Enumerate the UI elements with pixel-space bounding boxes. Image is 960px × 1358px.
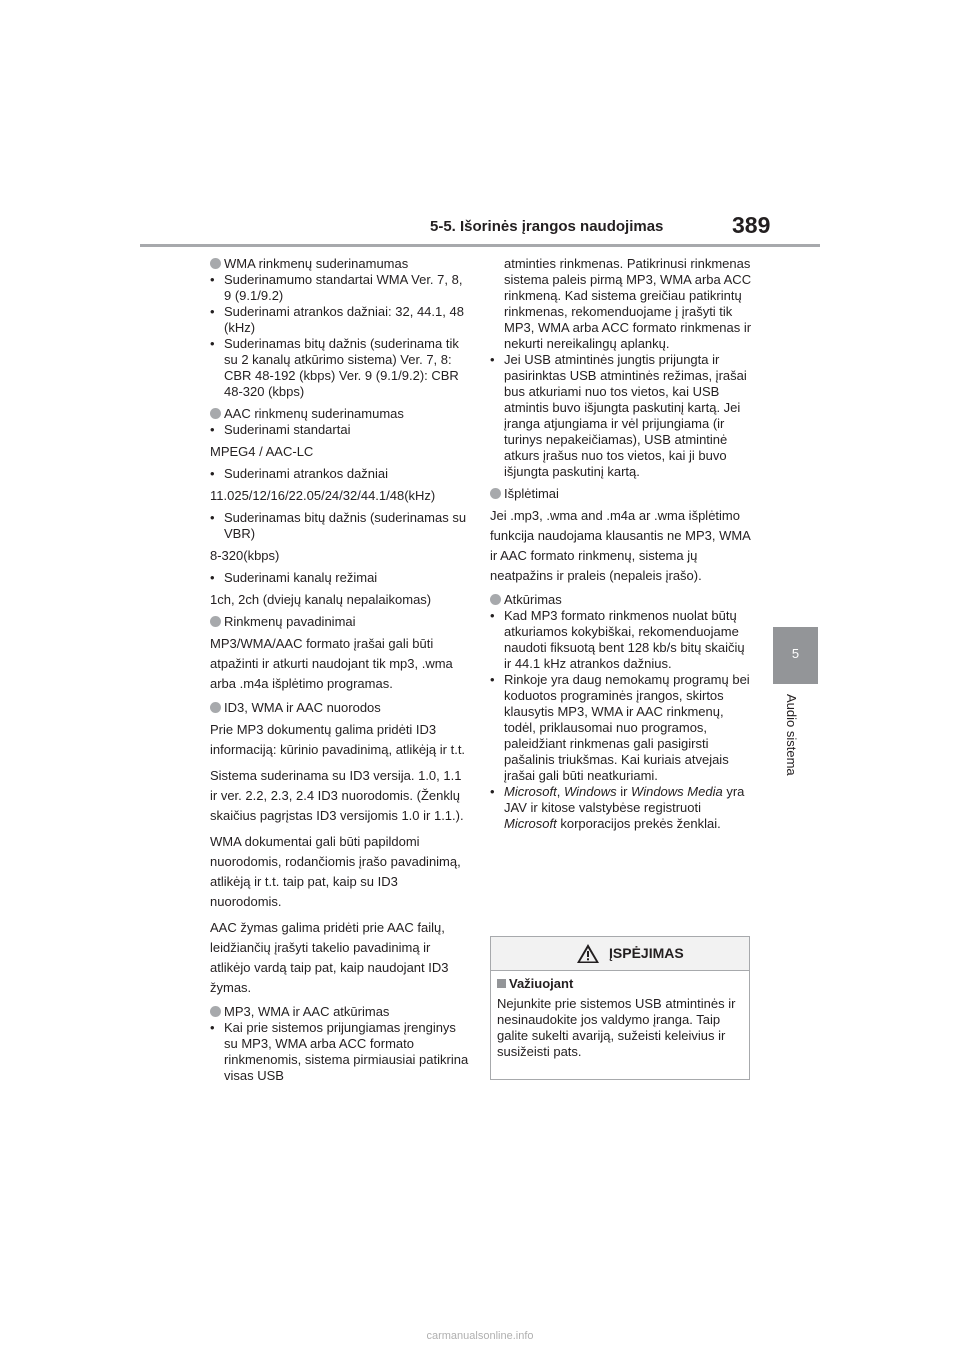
aac-value: MPEG4 / AAC-LC xyxy=(210,444,314,459)
list-item: • Kai prie sistemos prijungiamas įrenginys su MP3, WMA arba ACC formato rinkmenomis, sistema pirmiausiai patikrina visas USB xyxy=(210,1020,469,1083)
list-item: • Suderinami standartai xyxy=(210,422,351,437)
list-item: • Suderinami kanalų režimai xyxy=(210,570,378,585)
aac-title: AAC rinkmenų suderinamumas xyxy=(224,406,404,421)
dot-icon: • xyxy=(210,304,215,319)
warning-header xyxy=(491,937,749,971)
playback-title: MP3, WMA ir AAC atkūrimas xyxy=(224,1004,390,1019)
warning-box xyxy=(490,936,750,1080)
wma-title: WMA rinkmenų suderinamumas xyxy=(224,256,409,271)
left-column xyxy=(210,256,472,1084)
list-item: • Suderinamas bitų dažnis (suderinamas su VBR) xyxy=(210,510,467,541)
dot-icon: • xyxy=(490,608,495,623)
id3-title: ID3, WMA ir AAC nuorodos xyxy=(224,700,381,715)
list-item: • Jei USB atmintinės jungtis prijungta ir pasirinktas USB atmintinės režimas, įrašai bus atkuriami nuo tos vietos, kai USB atmintis buvo išjungta paskutinį kartą. Jei įranga atjungiama ir vėl prijungiama (ir turinys nepakeičiamas), USB atmintinė atkurs įrašus nuo tos vietos, kai ji buvo išjungta paskutinį kartą. xyxy=(490,352,747,479)
list-item: • Suderinamumo standartai WMA Ver. 7, 8, 9 (9.1/9.2) xyxy=(210,272,463,303)
wma-section xyxy=(210,256,472,400)
aac-value: 8-320(kbps) xyxy=(210,548,280,563)
bullet-icon xyxy=(210,258,221,269)
list-item: • Suderinami atrankos dažniai xyxy=(210,466,389,481)
names-section xyxy=(210,614,472,694)
list-item: • Suderinamas bitų dažnis (suderinama tik su 2 kanalų atkūrimo sistema) Ver. 7, 8: CBR 48-192 (kbps) Ver. 9 (9.1/9.2): CBR 48-320 (kbps) xyxy=(210,336,459,399)
bullet-icon xyxy=(210,408,221,419)
warning-subtitle: Važiuojant xyxy=(509,976,574,991)
bullet-icon xyxy=(210,702,221,713)
page-number: 389 xyxy=(732,212,771,238)
dot-icon: • xyxy=(490,352,495,367)
extensions-text: Jei .mp3, .wma and .m4a ar .wma išplėtimo funkcija naudojama klausantis ne MP3, WMA ir AAC formato rinkmenų, sistema jų neatpažins ir praleis (nepaleis įrašo). xyxy=(490,508,751,583)
names-title: Rinkmenų pavadinimai xyxy=(224,614,356,629)
warning-icon xyxy=(576,943,600,964)
dot-icon: • xyxy=(210,1020,215,1035)
warning-title: ĮSPĖJIMAS xyxy=(609,945,684,961)
playback-section xyxy=(210,1004,472,1084)
dot-icon: • xyxy=(210,336,215,351)
section-title: 5-5. Išorinės įrangos naudojimas xyxy=(430,218,664,235)
list-item: • Kad MP3 formato rinkmenos nuolat būtų atkuriamos kokybiškai, rekomenduojame naudoti fiksuotą bent 128 kb/s bitų skaičių ir 44.1 kHz atrankos dažnius. xyxy=(490,608,745,671)
names-text: MP3/WMA/AAC formato įrašai gali būti atpažinti ir atkurti naudojant tik mp3, .wma arba .m4a išplėtimo programas. xyxy=(210,636,453,691)
id3-paragraph: WMA dokumentai gali būti papildomi nuorodomis, rodančiomis įrašo pavadinimą, atlikėją ir t.t. taip pat, kaip su ID3 nuorodomis. xyxy=(210,834,461,909)
extensions-title: Išplėtimai xyxy=(504,486,559,501)
bullet-icon xyxy=(210,616,221,627)
id3-paragraph: Prie MP3 dokumentų galima pridėti ID3 informaciją: kūrinio pavadinimą, atlikėją ir t.t. xyxy=(210,722,466,757)
warning-text: Nejunkite prie sistemos USB atmintinės ir nesinaudokite jos valdymo įranga. Taip galite sukelti avariją, sužeisti keleivius ir susižeisti pats. xyxy=(497,996,736,1059)
extensions-section xyxy=(490,486,752,586)
playback-quality-title: Atkūrimas xyxy=(504,592,562,607)
id3-section xyxy=(210,700,472,998)
bullet-icon xyxy=(490,594,501,605)
trademark-item: • Microsoft, Windows ir Windows Media yra JAV ir kitose valstybėse registruoti Microsoft korporacijos prekės ženklai. xyxy=(490,784,745,831)
aac-section xyxy=(210,406,472,608)
aac-value: 11.025/12/16/22.05/24/32/44.1/48(kHz) xyxy=(210,488,436,503)
continued-text: atminties rinkmenas. Patikrinusi rinkmenas sistema paleis pirmą MP3, WMA arba ACC rinkmeną. Kad sistema greičiau patikrintų rinkmenas, rekomenduojame į įrašyti tik MP3, WMA arba ACC formato rinkmenas ir nekurti nereikalingų aplankų. xyxy=(504,256,752,351)
chapter-number: 5 xyxy=(791,646,800,661)
bullet-icon xyxy=(210,1006,221,1017)
dot-icon: • xyxy=(210,570,215,585)
dot-icon: • xyxy=(490,672,495,687)
playback-quality-section xyxy=(490,592,752,832)
list-item: • Rinkoje yra daug nemokamų programų bei koduotos programinės įrangos, skirtos klausytis MP3, WMA ir AAC rinkmenų, todėl, priklausomai nuo programos, paleidžiant rinkmenas gali pasigirsti pašalinis triukšmas. Kai kuriais atvejais įrašai gali būti neatkuriami. xyxy=(490,672,750,783)
chapter-tab xyxy=(773,627,818,684)
dot-icon: • xyxy=(210,466,215,481)
aac-value: 1ch, 2ch (dviejų kanalų nepalaikomas) xyxy=(210,592,432,607)
dot-icon: • xyxy=(210,510,215,525)
square-bullet-icon xyxy=(497,979,506,988)
header-rule xyxy=(140,244,820,247)
dot-icon: • xyxy=(490,784,495,799)
bullet-icon xyxy=(490,488,501,499)
right-column xyxy=(490,256,752,838)
id3-paragraph: Sistema suderinama su ID3 versija. 1.0, 1.1 ir ver. 2.2, 2.3, 2.4 ID3 nuorodomis. (Ženklų skaičius pagrįstas ID3 versijomis 1.0 ir 1.1.). xyxy=(210,768,464,823)
dot-icon: • xyxy=(210,422,215,437)
id3-paragraph: AAC žymas galima pridėti prie AAC failų, leidžiančių įrašyti takelio pavadinimą ir atlikėjo vardą taip pat, kaip naudojant ID3 žymas. xyxy=(210,920,449,995)
chapter-label: Audio sistema xyxy=(784,694,799,776)
dot-icon: • xyxy=(210,272,215,287)
list-item: • Suderinami atrankos dažniai: 32, 44.1, 48 (kHz) xyxy=(210,304,464,335)
watermark: carmanualsonline.info xyxy=(426,1330,534,1342)
